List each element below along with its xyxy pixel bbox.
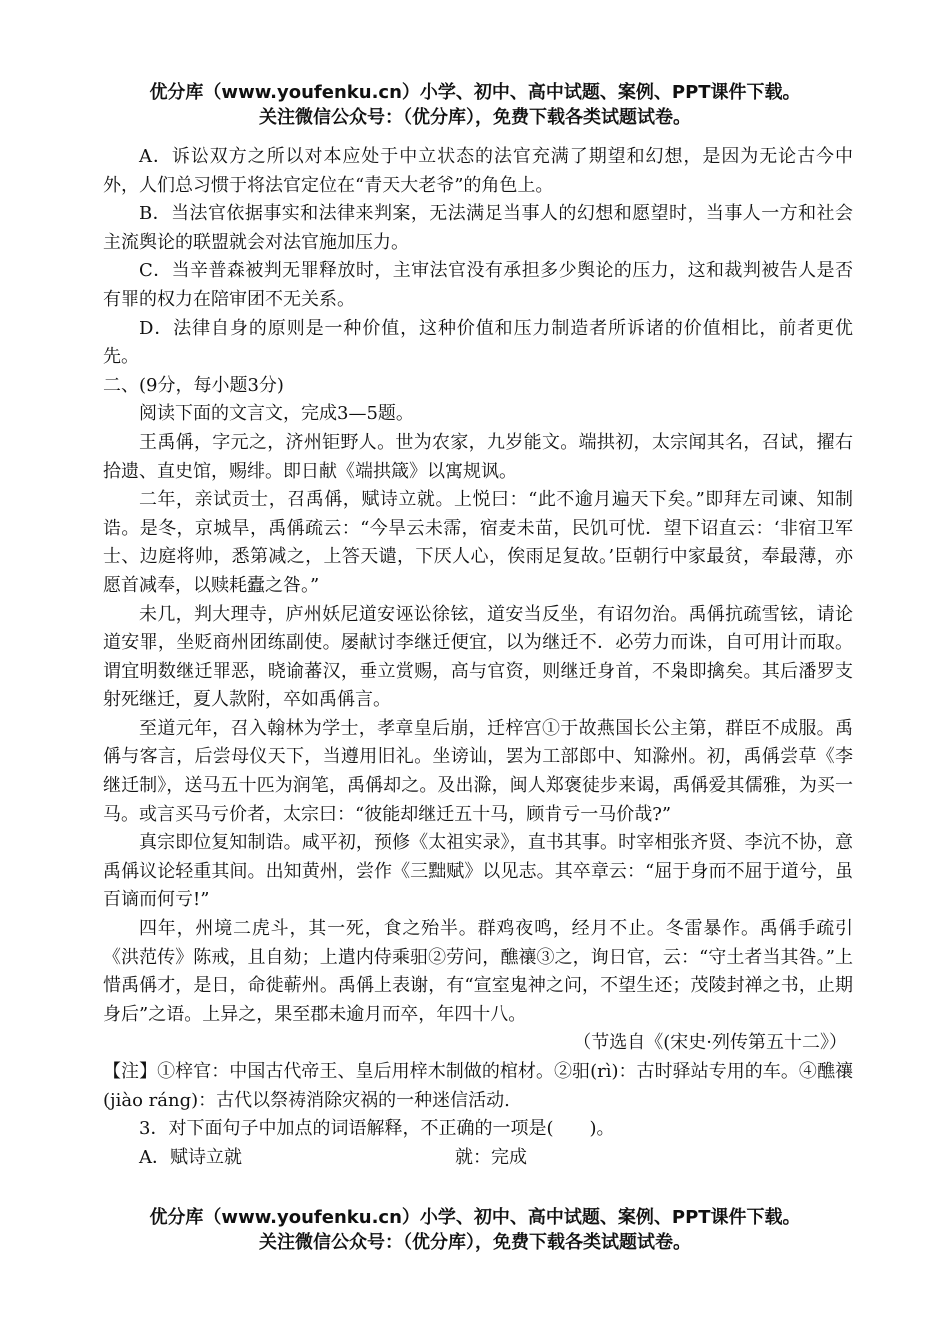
q2-option-b: B．当法官依据事实和法律来判案，无法满足当事人的幻想和愿望时，当事人一方和社会主流舆论的联盟就会对法官施加压力。 [103, 203, 853, 253]
q2-option-d: D．法律自身的原则是一种价值，这种价值和压力制造者所诉诸的价值相比，前者更优先。 [103, 317, 853, 368]
passage-paragraph-1: 王禹偁，字元之，济州钜野人。世为农家，九岁能文。端拱初，太宗闻其名，召试，擢右拾遗、直史馆，赐绯。即日献《端拱箴》以寓规讽。 [103, 431, 853, 482]
passage-paragraph-3: 未几，判大理寺，庐州妖尼道安诬讼徐铉，道安当反坐，有诏勿治。禹偁抗疏雪铉，请论道安罪，坐贬商州团练副使。屡献讨李继迁便宜，以为继迁不．必劳力而诛，自可用计而取。谓宜明数继迁罪恶，晓谕蕃汉，垂立赏赐，高与官资，则继迁身首，不枭即擒矣。其后潘罗支射死继迁，夏人款附，卒如禹偁言。 [103, 603, 853, 711]
passage-source: （节选自《(宋史·列传第五十二》） [573, 1032, 847, 1054]
question-3-stem: 3．对下面句子中加点的词语解释，不正确的一项是( )。 [139, 1118, 615, 1140]
q2-option-c: C．当辛普森被判无罪释放时，主审法官没有承担多少舆论的压力，这和裁判被告人是否有罪的权力在陪审团不无关系。 [103, 260, 853, 310]
passage-paragraph-4: 至道元年，召入翰林为学士，孝章皇后崩，迁梓宫①于故燕国长公主第，群臣不成服。禹偁与客言，后尝母仪天下，当遵用旧礼。坐谤讪，罢为工部郎中、知滁州。初，禹偁尝草《李继迁制》，送马五十匹为润笔，禹偁却之。及出滁，闽人郑褒徒步来谒，禹偁爱其儒雅，为买一马。或言买马亏价者，太宗曰：“彼能却继迁五十马，顾肯亏一马价哉?” [103, 717, 853, 825]
footer-banner [0, 1205, 950, 1255]
header-line-1: 优分库（www.youfenku.cn）小学、初中、高中试题、案例、PPT课件下载。 [149, 82, 801, 103]
footer-line-2: 关注微信公众号：（优分库），免费下载各类试题试卷。 [259, 1232, 691, 1253]
header-banner [0, 80, 950, 130]
header-line-2: 关注微信公众号：（优分库），免费下载各类试题试卷。 [259, 107, 691, 128]
section-instruction: 阅读下面的文言文，完成3—5题。 [139, 403, 414, 425]
section-heading: 二、(9分，每小题3分) [103, 374, 284, 396]
q2-option-a: A．诉讼双方之所以对本应处于中立状态的法官充满了期望和幻想，是因为无论古今中外，人们总习惯于将法官定位在“青天大老爷”的角色上。 [103, 146, 853, 196]
question-3-option-a-meaning: 就：完成 [455, 1146, 527, 1168]
passage-paragraph-6: 四年，州境二虎斗，其一死，食之殆半。群鸡夜鸣，经月不止。冬雷暴作。禹偁手疏引《洪范传》陈戒，且自劾；上遣内侍乘驲②劳问，醮禳③之，询日官，云：“守土者当其咎。”上惜禹偁才，是日，命徙蕲州。禹偁上表谢，有“宣室鬼神之问，不望生还；茂陵封禅之书，止期身后”之语。上异之，果至郡未逾月而卒，年四十八。 [103, 918, 853, 1025]
question-3-option-a [103, 1144, 853, 1173]
passage-note: 【注】①梓官：中国古代帝王、皇后用梓木制做的棺材。②驲(rì)：古时驿站专用的车。④醮禳(jiào ráng)：古代以祭祷消除灾祸的一种迷信活动. [103, 1061, 853, 1111]
question-3-option-a-text: A．赋诗立就 [139, 1146, 242, 1168]
passage-paragraph-5: 真宗即位复知制诰。咸平初，预修《太祖实录》，直书其事。时宰相张齐贤、李沆不协，意禹偁议论轻重其间。出知黄州，尝作《三黜赋》以见志。其卒章云：“屈于身而不屈于道兮，虽百谪而何亏!” [103, 832, 853, 911]
passage-paragraph-2: 二年，亲试贡士，召禹偁，赋诗立就。上悦曰：“此不逾月遍天下矣。”即拜左司谏、知制诰。是冬，京城旱，禹偁疏云：“今旱云未霈，宿麦未苗，民饥可忧．望下诏直云：‘非宿卫军士、边庭将帅，悉第减之，上答天谴，下厌人心，俟雨足复故。’臣朝行中家最贫，奉最薄，亦愿首减奉，以赎耗蠹之咎。” [103, 489, 853, 596]
footer-line-1: 优分库（www.youfenku.cn）小学、初中、高中试题、案例、PPT课件下载。 [149, 1207, 801, 1228]
document-body [103, 143, 853, 1172]
